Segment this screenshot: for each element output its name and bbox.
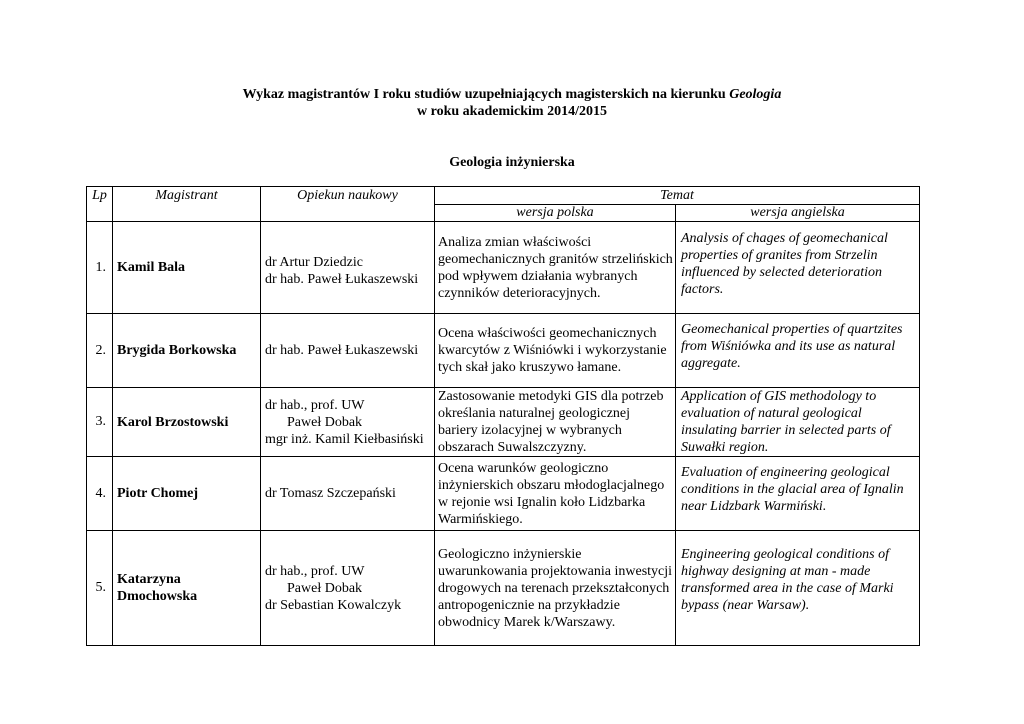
header-lp: Lp <box>87 187 113 222</box>
table-row <box>87 222 920 314</box>
topic-polish: Ocena warunków geologiczno inżynierskich obszaru młodoglacjalnego w rejonie wsi Ignalin koło Lidzbarka Warmińskiego. <box>435 457 676 531</box>
header-student: Magistrant <box>113 187 261 222</box>
table-row <box>87 388 920 457</box>
topic-english-text: Engineering geological conditions of highway designing at man - made transformed area in the case of Marki bypass (near Warsaw). <box>681 547 894 613</box>
document-title-prefix: Wykaz magistrantów I roku studiów uzupełniających magisterskich na kierunku <box>242 87 730 102</box>
row-number: 4. <box>87 457 113 531</box>
supervisor-name: dr Artur Dziedzic <box>265 254 363 270</box>
topic-polish: Ocena właściwości geomechanicznych kwarcytów z Wiśniówki i wykorzystanie tych skał jako kruszywo łamane. <box>435 314 676 388</box>
supervisor-cell <box>261 457 435 531</box>
student-name-line: Katarzyna <box>117 572 181 587</box>
header-topic: Temat <box>435 187 920 205</box>
header-topic-pl: wersja polska <box>435 205 676 222</box>
table-row <box>87 531 920 646</box>
row-number: 2. <box>87 314 113 388</box>
topic-english <box>676 222 920 314</box>
document-subtitle: w roku akademickim 2014/2015 <box>417 104 607 119</box>
student-name-line: Brygida Borkowska <box>117 343 237 358</box>
topic-english <box>676 388 920 457</box>
row-number: 3. <box>87 388 113 457</box>
document-title-field: Geologia <box>729 87 782 102</box>
supervisor-name: Paweł Dobak <box>287 414 363 430</box>
supervisor-name: dr hab. Paweł Łukaszewski <box>265 343 419 358</box>
topic-english-text: Evaluation of engineering geological conditions in the glacial area of Ignalin near Lidzbark Warmiński. <box>681 465 904 514</box>
student-name-line: Kamil Bala <box>117 260 186 275</box>
document-title <box>0 86 1024 103</box>
supervisor-cell <box>261 388 435 457</box>
topic-english-text: Application of GIS methodology to evaluation of natural geological insulating barrier in selected parts of Suwałki region. <box>681 389 891 455</box>
header-topic-en: wersja angielska <box>676 205 920 222</box>
supervisor-name: dr hab., prof. UW <box>265 563 365 579</box>
topic-polish: Geologiczno inżynierskie uwarunkowania projektowania inwestycji drogowych na terenach przekształconych antropogenicznie na przykładzie obwodnicy Marek k/Warszawy. <box>435 531 676 646</box>
student-name <box>113 457 261 531</box>
supervisor-name: dr Sebastian Kowalczyk <box>265 597 402 613</box>
supervisor-name: Paweł Dobak <box>287 580 363 596</box>
topic-polish: Zastosowanie metodyki GIS dla potrzeb określania naturalnej geologicznej bariery izolacyjnej w wybranych obszarach Suwalszczyzny. <box>435 388 676 457</box>
supervisor-name: dr hab., prof. UW <box>265 397 365 413</box>
thesis-table <box>86 186 920 646</box>
student-name <box>113 531 261 646</box>
table-row <box>87 457 920 531</box>
supervisor-cell <box>261 314 435 388</box>
table-row <box>87 314 920 388</box>
section-title: Geologia inżynierska <box>449 155 575 170</box>
header-supervisor: Opiekun naukowy <box>261 187 435 222</box>
student-name-line: Piotr Chomej <box>117 486 198 501</box>
student-name <box>113 314 261 388</box>
topic-english-text: Analysis of chages of geomechanical properties of granites from Strzelin influenced by selected deterioration factors. <box>681 231 888 297</box>
student-name-line: Karol Brzostowski <box>117 414 229 430</box>
row-number: 5. <box>87 531 113 646</box>
student-name-line: Dmochowska <box>117 589 198 604</box>
row-number: 1. <box>87 222 113 314</box>
topic-english <box>676 531 920 646</box>
student-name <box>113 222 261 314</box>
student-name <box>113 388 261 457</box>
supervisor-name: mgr inż. Kamil Kiełbasiński <box>265 431 424 447</box>
topic-english <box>676 457 920 531</box>
topic-english <box>676 314 920 388</box>
supervisor-cell <box>261 222 435 314</box>
topic-english-text: Geomechanical properties of quartzites from Wiśniówka and its use as natural aggregate. <box>681 322 903 371</box>
supervisor-name: dr hab. Paweł Łukaszewski <box>265 271 419 287</box>
supervisor-name: dr Tomasz Szczepański <box>265 486 396 501</box>
topic-polish: Analiza zmian właściwości geomechanicznych granitów strzelińskich pod wpływem działania wybranych czynników deterioracyjnych. <box>435 222 676 314</box>
supervisor-cell <box>261 531 435 646</box>
